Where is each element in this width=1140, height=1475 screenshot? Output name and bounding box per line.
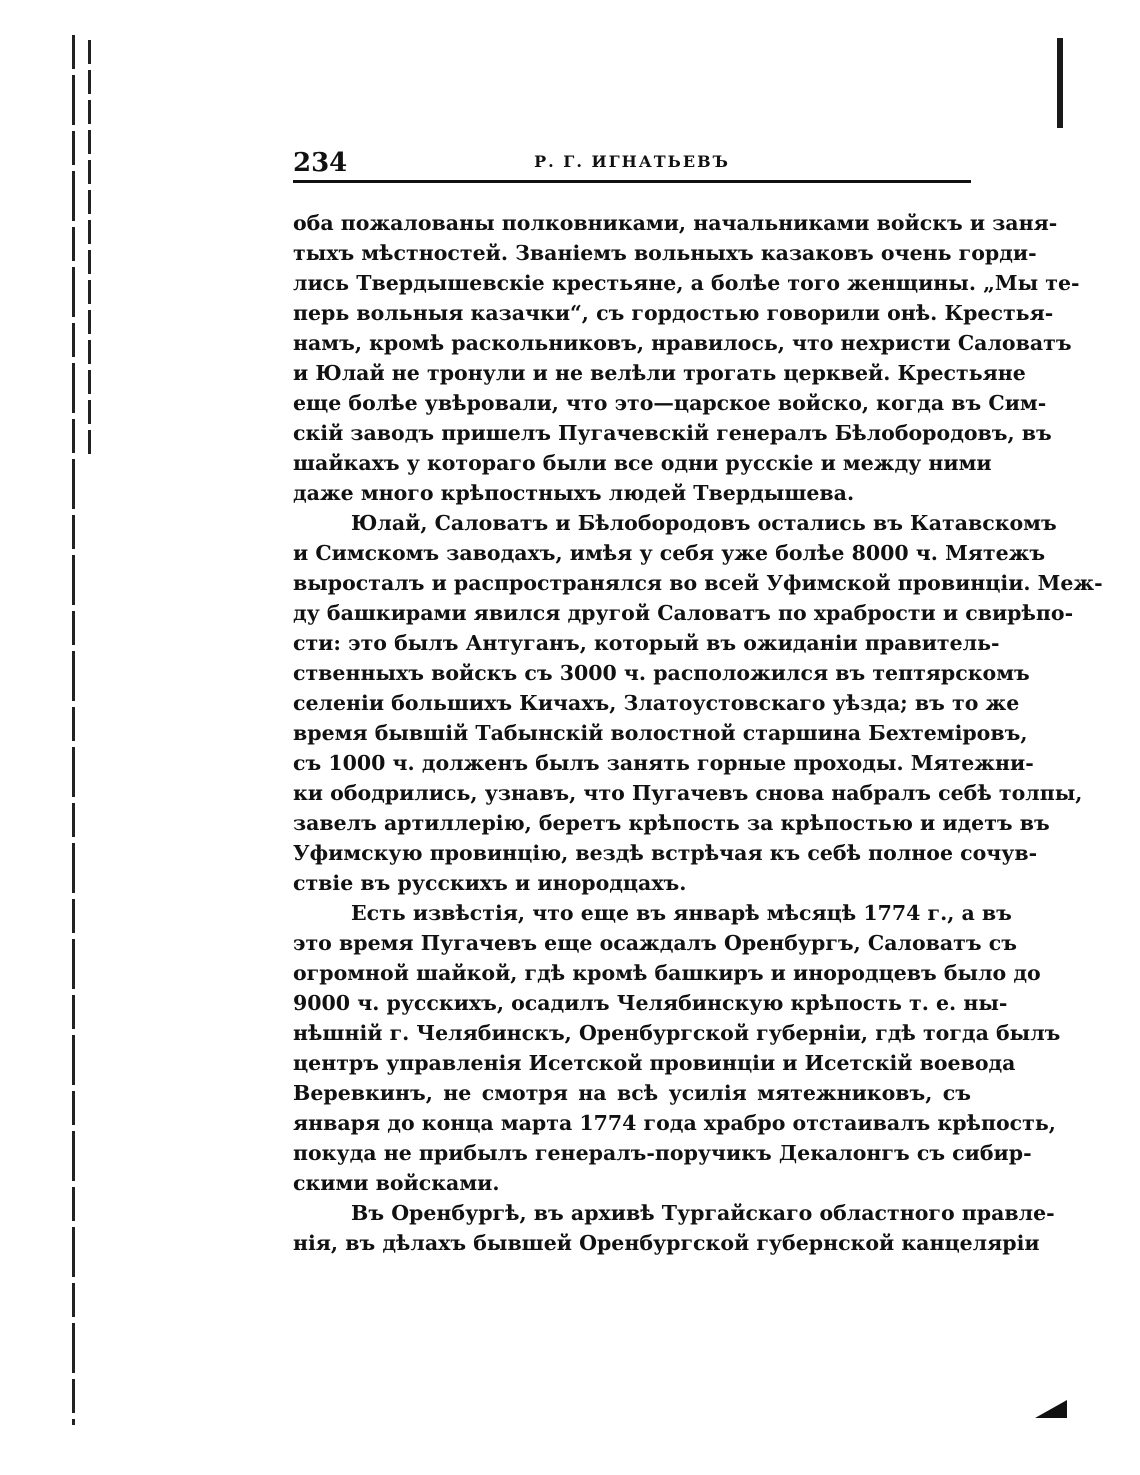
text-line: это время Пугачевъ еще осаждалъ Оренбургъ, Саловатъ съ — [293, 931, 1017, 955]
text-line: ду башкирами явился другой Саловатъ по храбрости и свирѣпо- — [293, 601, 1074, 625]
running-title: Р. Г. ИГНАТЬЕВЪ — [534, 152, 730, 171]
scan-binding-shadow — [72, 35, 75, 1425]
paragraph — [293, 208, 1080, 508]
text-line: время бывшій Табынскій волостной старшина Бехтеміровъ, — [293, 721, 1028, 745]
scan-edge-mark — [1057, 38, 1063, 128]
text-line: скій заводъ пришелъ Пугачевскій генералъ Бѣлобородовъ, въ — [293, 421, 1052, 445]
body-text — [293, 208, 1103, 1258]
text-line: перь вольныя казачки“, съ гордостью говорили онѣ. Крестья- — [293, 301, 1054, 325]
scan-binding-shadow-inner — [88, 40, 91, 460]
text-line: центръ управленія Исетской провинціи и Исетскій воевода — [293, 1051, 1016, 1075]
text-line: даже много крѣпостныхъ людей Твердышева. — [293, 481, 855, 505]
header-rule — [293, 180, 971, 183]
text-line: оба пожалованы полковниками, начальниками войскъ и заня- — [293, 211, 1058, 235]
text-line: еще болѣе увѣровали, что это—царское войско, когда въ Сим- — [293, 391, 1047, 415]
text-line: тыхъ мѣстностей. Званіемъ вольныхъ казаковъ очень горди- — [293, 241, 1037, 265]
text-line: ствіе въ русскихъ и инородцахъ. — [293, 871, 687, 895]
scan-corner-smudge — [1035, 1400, 1067, 1418]
text-line: покуда не прибылъ генералъ-поручикъ Декалонгъ съ сибир- — [293, 1141, 1032, 1165]
text-line: нѣшній г. Челябинскъ, Оренбургской губерніи, гдѣ тогда былъ — [293, 1021, 1061, 1045]
page-number: 234 — [293, 148, 348, 178]
text-line: Въ Оренбургѣ, въ архивѣ Тургайскаго областного правле- — [351, 1201, 1055, 1225]
text-line: Юлай, Саловатъ и Бѣлобородовъ остались въ Катавскомъ — [351, 511, 1057, 535]
text-line: января до конца марта 1774 года храбро отстаивалъ крѣпость, — [293, 1111, 1056, 1135]
text-line: Уфимскую провинцію, вездѣ встрѣчая къ себѣ полное сочув- — [293, 841, 1038, 865]
page-header — [293, 148, 971, 180]
text-line: Есть извѣстія, что еще въ январѣ мѣсяцѣ 1774 г., а въ — [351, 901, 1012, 925]
text-line: ственныхъ войскъ съ 3000 ч. расположился въ тептярскомъ — [293, 661, 1030, 685]
text-line: намъ, кромѣ раскольниковъ, нравилось, что нехристи Саловатъ — [293, 331, 1072, 355]
text-line: селеніи большихъ Кичахъ, Златоустовскаго уѣзда; въ то же — [293, 691, 1020, 715]
paragraph — [293, 508, 1103, 898]
text-line: лись Твердышевскіе крестьяне, а болѣе того женщины. „Мы те- — [293, 271, 1080, 295]
paragraph — [293, 898, 1061, 1198]
text-line: и Юлай не тронули и не велѣли трогать церквей. Крестьяне — [293, 361, 1026, 385]
text-line: огромной шайкой, гдѣ кромѣ башкиръ и инородцевъ было до — [293, 961, 1041, 985]
text-line: 9000 ч. русскихъ, осадилъ Челябинскую крѣпость т. е. ны- — [293, 991, 1008, 1015]
text-line: съ 1000 ч. долженъ былъ занять горные проходы. Мятежни- — [293, 751, 1034, 775]
text-line: шайкахъ у котораго были все одни русскіе и между ними — [293, 451, 992, 475]
paragraph — [293, 1198, 1055, 1258]
text-line: выросталъ и распространялся во всей Уфимской провинціи. Меж- — [293, 571, 1103, 595]
text-line: сти: это былъ Антуганъ, который въ ожиданіи правитель- — [293, 631, 1000, 655]
text-line: ки ободрились, узнавъ, что Пугачевъ снова набралъ себѣ толпы, — [293, 781, 1083, 805]
text-line: Веревкинъ, не смотря на всѣ усилія мятежниковъ, съ — [293, 1081, 971, 1105]
text-line: и Симскомъ заводахъ, имѣя у себя уже болѣе 8000 ч. Мятежъ — [293, 541, 1046, 565]
text-line: скими войсками. — [293, 1171, 500, 1195]
text-line: завелъ артиллерію, беретъ крѣпость за крѣпостью и идетъ въ — [293, 811, 1050, 835]
text-line: нія, въ дѣлахъ бывшей Оренбургской губернской канцеляріи — [293, 1231, 1040, 1255]
